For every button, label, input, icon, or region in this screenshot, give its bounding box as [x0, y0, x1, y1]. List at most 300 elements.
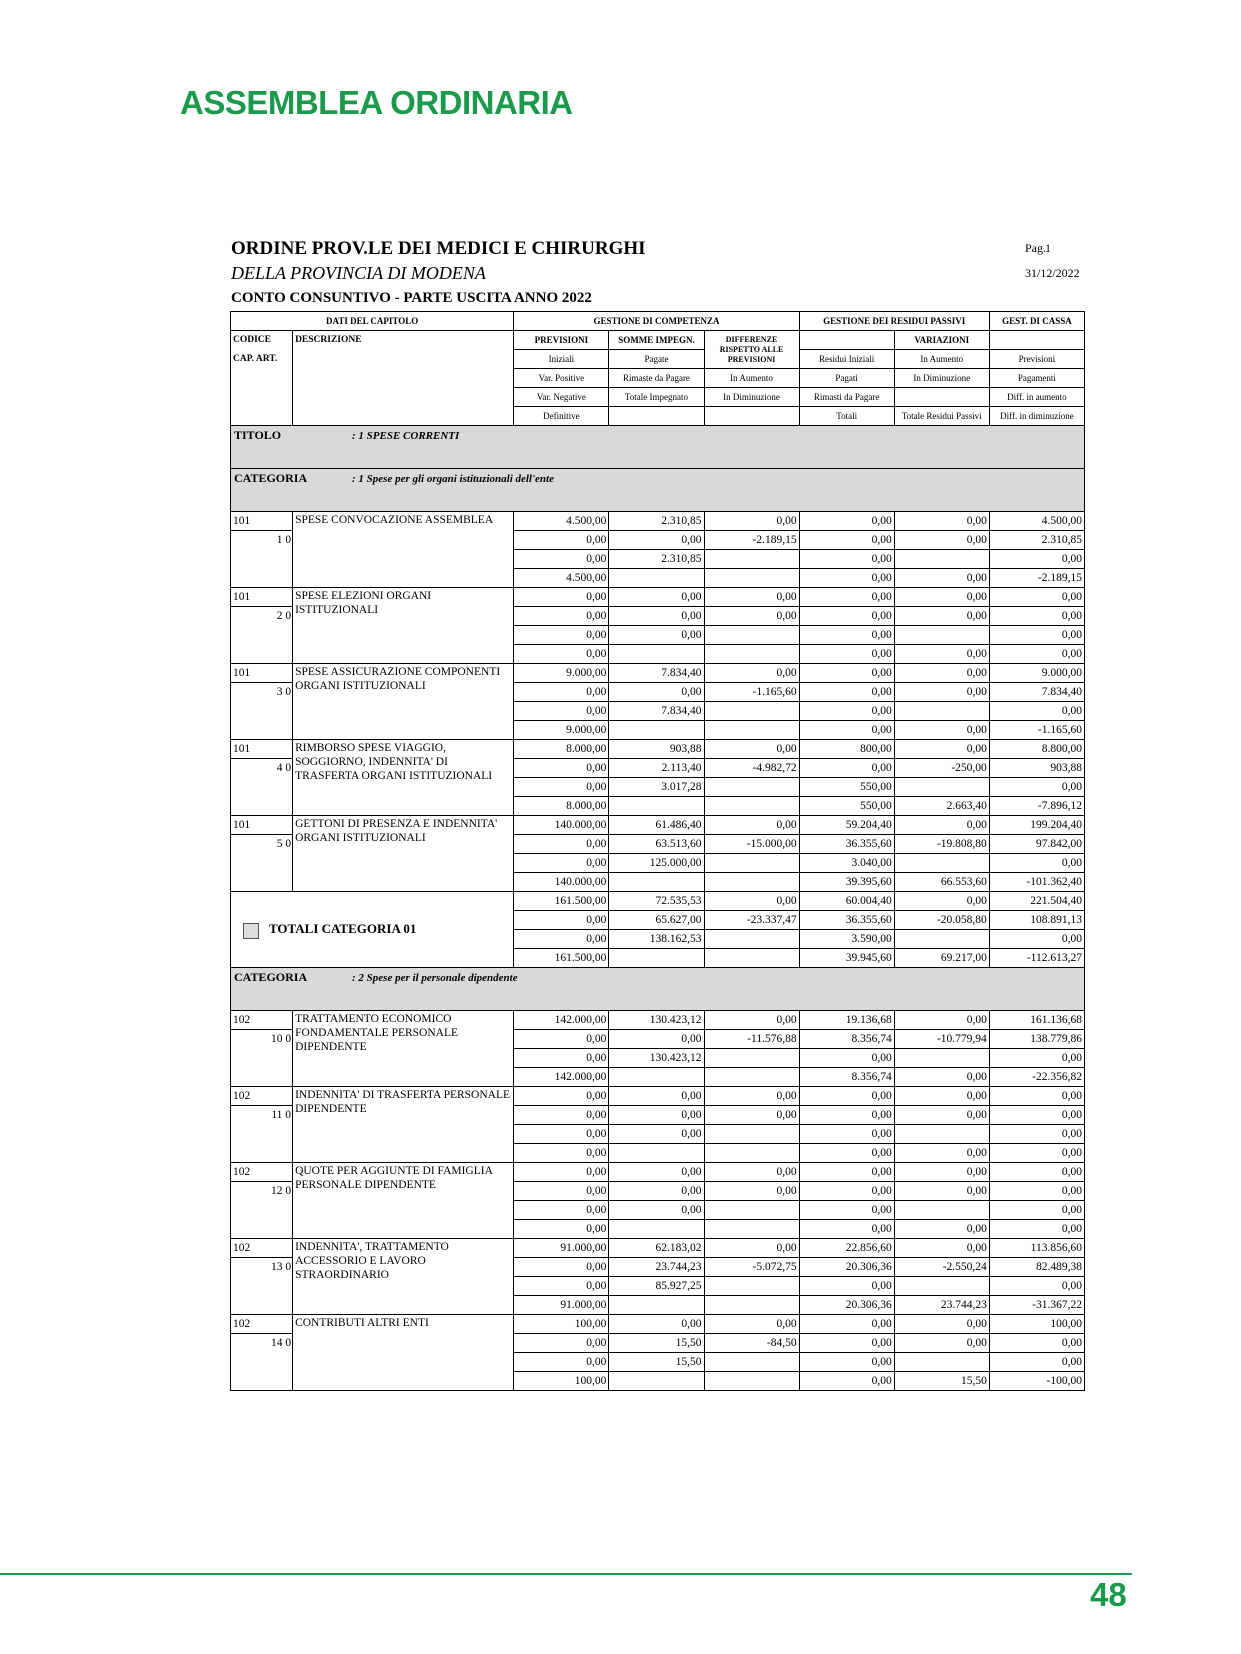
value-cell: -19.808,80 — [894, 835, 989, 854]
value-cell: 9.000,00 — [989, 664, 1084, 683]
value-cell — [609, 1296, 704, 1315]
value-cell: 0,00 — [609, 1030, 704, 1049]
chapter-code: 102 — [233, 1318, 251, 1330]
value-cell — [609, 721, 704, 740]
categoria-1-text: : 1 Spese per gli organi istituzionali dell'ente — [352, 473, 554, 485]
titolo-label: TITOLO — [234, 428, 282, 442]
chapter-article: 11 0 — [231, 1105, 292, 1124]
value-cell: 0,00 — [894, 1163, 989, 1182]
value-cell — [609, 569, 704, 588]
head-totali: Totali — [799, 407, 894, 426]
value-cell: 0,00 — [799, 1353, 894, 1372]
value-cell: -4.982,72 — [704, 759, 799, 778]
value-cell — [704, 797, 799, 816]
budget-table — [230, 311, 1085, 1391]
chapter-article: 5 0 — [231, 834, 292, 853]
value-cell: 0,00 — [894, 1011, 989, 1030]
value-cell: 8.356,74 — [799, 1068, 894, 1087]
totali-value-cell — [609, 949, 704, 968]
value-cell: 0,00 — [989, 607, 1084, 626]
value-cell: 0,00 — [799, 531, 894, 550]
chapter-code-cell — [231, 512, 293, 588]
value-cell: 4.500,00 — [514, 569, 609, 588]
totali-value-cell: 60.004,40 — [799, 892, 894, 911]
value-cell: 0,00 — [704, 1011, 799, 1030]
value-cell: 0,00 — [989, 1353, 1084, 1372]
value-cell: 8.800,00 — [989, 740, 1084, 759]
totali-value-cell: 72.535,53 — [609, 892, 704, 911]
value-cell — [894, 1277, 989, 1296]
head-definitive: Definitive — [514, 407, 609, 426]
value-cell: -31.367,22 — [989, 1296, 1084, 1315]
head-totale-residui: Totale Residui Passivi — [894, 407, 989, 426]
value-cell: 0,00 — [799, 1334, 894, 1353]
chapter-description: INDENNITA' DI TRASFERTA PERSONALE DIPENDENTE — [293, 1087, 514, 1163]
page-number: 48 — [1090, 1576, 1127, 1613]
totali-label-cell — [231, 892, 514, 968]
value-cell: 20.306,36 — [799, 1296, 894, 1315]
value-cell: 0,00 — [609, 1201, 704, 1220]
totali-value-cell: 65.627,00 — [609, 911, 704, 930]
value-cell: 0,00 — [609, 1106, 704, 1125]
head-var-negative: Var. Negative — [514, 388, 609, 407]
totali-value-cell: 138.162,53 — [609, 930, 704, 949]
value-cell: 0,00 — [514, 683, 609, 702]
head-pagamenti: Pagamenti — [989, 369, 1084, 388]
value-cell: 0,00 — [514, 550, 609, 569]
value-cell: 130.423,12 — [609, 1011, 704, 1030]
table-body — [231, 312, 1085, 1391]
value-cell — [609, 1220, 704, 1239]
head-gestione-cassa: GEST. DI CASSA — [989, 312, 1084, 331]
value-cell: 62.183,02 — [609, 1239, 704, 1258]
categoria-1-band — [231, 469, 1085, 512]
value-cell: 0,00 — [894, 1220, 989, 1239]
totali-value-cell: 0,00 — [704, 892, 799, 911]
value-cell: 0,00 — [609, 531, 704, 550]
value-cell: 0,00 — [799, 588, 894, 607]
value-cell: 0,00 — [609, 607, 704, 626]
table-row — [231, 740, 1085, 759]
value-cell — [704, 1201, 799, 1220]
value-cell: -2.550,24 — [894, 1258, 989, 1277]
value-cell: -15.000,00 — [704, 835, 799, 854]
value-cell — [704, 1049, 799, 1068]
value-cell: 0,00 — [514, 1220, 609, 1239]
totali-value-cell: 69.217,00 — [894, 949, 989, 968]
table-row — [231, 1239, 1085, 1258]
value-cell: 0,00 — [514, 1163, 609, 1182]
value-cell: 0,00 — [799, 512, 894, 531]
value-cell: 0,00 — [514, 778, 609, 797]
value-cell: -250,00 — [894, 759, 989, 778]
value-cell: 0,00 — [704, 1182, 799, 1201]
value-cell: 0,00 — [514, 1030, 609, 1049]
value-cell: 0,00 — [514, 626, 609, 645]
value-cell: 2.310,85 — [609, 550, 704, 569]
value-cell: 100,00 — [989, 1315, 1084, 1334]
value-cell: 140.000,00 — [514, 873, 609, 892]
chapter-description: GETTONI DI PRESENZA E INDENNITA' ORGANI ISTITUZIONALI — [293, 816, 514, 892]
value-cell — [704, 1144, 799, 1163]
value-cell: 550,00 — [799, 797, 894, 816]
value-cell: 8.356,74 — [799, 1030, 894, 1049]
head-pagate: Pagate — [609, 350, 704, 369]
totali-value-cell: 0,00 — [514, 930, 609, 949]
value-cell — [894, 1125, 989, 1144]
value-cell: 0,00 — [609, 1087, 704, 1106]
value-cell: 85.927,25 — [609, 1277, 704, 1296]
chapter-article: 4 0 — [231, 758, 292, 777]
chapter-code: 101 — [233, 591, 251, 603]
value-cell: 0,00 — [514, 854, 609, 873]
value-cell: 0,00 — [704, 588, 799, 607]
value-cell: 0,00 — [514, 607, 609, 626]
chapter-code: 101 — [233, 667, 251, 679]
value-cell: 0,00 — [894, 645, 989, 664]
value-cell: 0,00 — [609, 683, 704, 702]
value-cell: 161.136,68 — [989, 1011, 1084, 1030]
value-cell: 0,00 — [704, 1239, 799, 1258]
value-cell: 7.834,40 — [989, 683, 1084, 702]
value-cell: 125.000,00 — [609, 854, 704, 873]
value-cell: 39.395,60 — [799, 873, 894, 892]
value-cell: 0,00 — [514, 1334, 609, 1353]
value-cell: 0,00 — [894, 569, 989, 588]
head-in-diminuzione-var: In Diminuzione — [894, 369, 989, 388]
value-cell: 0,00 — [799, 1144, 894, 1163]
value-cell: 7.834,40 — [609, 664, 704, 683]
value-cell: 0,00 — [894, 1334, 989, 1353]
report-title: CONTO CONSUNTIVO - PARTE USCITA ANNO 2022 — [231, 290, 592, 306]
value-cell: 0,00 — [989, 1201, 1084, 1220]
value-cell — [704, 1068, 799, 1087]
head-in-aumento-var: In Aumento — [894, 350, 989, 369]
value-cell: 0,00 — [704, 1315, 799, 1334]
value-cell — [894, 550, 989, 569]
chapter-code: 101 — [233, 819, 251, 831]
value-cell — [704, 569, 799, 588]
value-cell: 97.842,00 — [989, 835, 1084, 854]
chapter-code-cell — [231, 740, 293, 816]
value-cell: 9.000,00 — [514, 721, 609, 740]
titolo-text: : 1 SPESE CORRENTI — [352, 430, 460, 442]
totali-value-cell: 161.500,00 — [514, 892, 609, 911]
chapter-code-cell — [231, 1163, 293, 1239]
value-cell: 0,00 — [514, 1182, 609, 1201]
value-cell — [704, 702, 799, 721]
value-cell: -5.072,75 — [704, 1258, 799, 1277]
value-cell: 0,00 — [989, 1087, 1084, 1106]
value-cell: 0,00 — [894, 607, 989, 626]
value-cell: 36.355,60 — [799, 835, 894, 854]
value-cell: 0,00 — [989, 1144, 1084, 1163]
value-cell — [704, 721, 799, 740]
value-cell: 0,00 — [989, 778, 1084, 797]
value-cell: 15,50 — [894, 1372, 989, 1391]
chapter-code: 102 — [233, 1014, 251, 1026]
head-diff-aumento: Diff. in aumento — [989, 388, 1084, 407]
value-cell: 0,00 — [609, 1163, 704, 1182]
head-residui-iniziali: Residui Iniziali — [799, 350, 894, 369]
value-cell: 63.513,60 — [609, 835, 704, 854]
value-cell — [609, 645, 704, 664]
value-cell: 142.000,00 — [514, 1068, 609, 1087]
value-cell: 0,00 — [894, 1182, 989, 1201]
value-cell: 91.000,00 — [514, 1296, 609, 1315]
chapter-article: 14 0 — [231, 1333, 292, 1352]
value-cell: 100,00 — [514, 1372, 609, 1391]
value-cell: 0,00 — [989, 588, 1084, 607]
value-cell: 0,00 — [609, 1125, 704, 1144]
org-subtitle: DELLA PROVINCIA DI MODENA — [231, 263, 486, 283]
value-cell: 0,00 — [799, 759, 894, 778]
value-cell: 3.040,00 — [799, 854, 894, 873]
page-label: Pag. — [1025, 241, 1046, 255]
chapter-article: 3 0 — [231, 682, 292, 701]
value-cell — [704, 778, 799, 797]
value-cell: -11.576,88 — [704, 1030, 799, 1049]
value-cell: 0,00 — [799, 607, 894, 626]
chapter-code: 101 — [233, 743, 251, 755]
value-cell: 0,00 — [894, 683, 989, 702]
value-cell: 0,00 — [799, 1201, 894, 1220]
table-row — [231, 664, 1085, 683]
value-cell: 0,00 — [514, 1144, 609, 1163]
head-pagati: Pagati — [799, 369, 894, 388]
value-cell — [704, 626, 799, 645]
categoria-2-text: : 2 Spese per il personale dipendente — [352, 972, 518, 984]
table-row — [231, 816, 1085, 835]
chapter-code-cell — [231, 1011, 293, 1087]
value-cell: 0,00 — [609, 1315, 704, 1334]
value-cell: -7.896,12 — [989, 797, 1084, 816]
value-cell: 61.486,40 — [609, 816, 704, 835]
value-cell — [704, 645, 799, 664]
value-cell: 4.500,00 — [989, 512, 1084, 531]
value-cell: 0,00 — [989, 645, 1084, 664]
value-cell: 0,00 — [799, 1125, 894, 1144]
value-cell: -1.165,60 — [989, 721, 1084, 740]
value-cell: 0,00 — [514, 588, 609, 607]
value-cell: 91.000,00 — [514, 1239, 609, 1258]
value-cell: 2.663,40 — [894, 797, 989, 816]
value-cell — [609, 1068, 704, 1087]
chapter-article: 12 0 — [231, 1181, 292, 1200]
value-cell — [894, 1049, 989, 1068]
value-cell: 0,00 — [704, 740, 799, 759]
titolo-band — [231, 426, 1085, 469]
categoria-1-label: CATEGORIA — [234, 471, 308, 485]
value-cell: 22.856,60 — [799, 1239, 894, 1258]
value-cell: 0,00 — [514, 531, 609, 550]
value-cell: 100,00 — [514, 1315, 609, 1334]
value-cell: 0,00 — [704, 1087, 799, 1106]
value-cell — [704, 1125, 799, 1144]
head-previsioni: PREVISIONI — [514, 331, 609, 350]
value-cell: 0,00 — [609, 1182, 704, 1201]
value-cell: 142.000,00 — [514, 1011, 609, 1030]
value-cell: 0,00 — [704, 512, 799, 531]
value-cell: 0,00 — [894, 531, 989, 550]
value-cell: 15,50 — [609, 1353, 704, 1372]
value-cell: 0,00 — [989, 1106, 1084, 1125]
head-empty-cassa — [989, 331, 1084, 350]
categoria-2-band — [231, 968, 1085, 1011]
value-cell: 0,00 — [609, 588, 704, 607]
value-cell: 0,00 — [704, 816, 799, 835]
value-cell: 0,00 — [894, 588, 989, 607]
value-cell: 113.856,60 — [989, 1239, 1084, 1258]
report-date: 31/12/2022 — [1025, 266, 1080, 280]
value-cell: 0,00 — [894, 740, 989, 759]
value-cell: 0,00 — [799, 1049, 894, 1068]
value-cell: -22.356,82 — [989, 1068, 1084, 1087]
value-cell: 2.113,40 — [609, 759, 704, 778]
value-cell: 0,00 — [514, 759, 609, 778]
value-cell: 2.310,85 — [989, 531, 1084, 550]
totali-value-cell: 3.590,00 — [799, 930, 894, 949]
value-cell: 0,00 — [514, 645, 609, 664]
chapter-article: 13 0 — [231, 1257, 292, 1276]
head-var-positive: Var. Positive — [514, 369, 609, 388]
chapter-description: SPESE CONVOCAZIONE ASSEMBLEA — [293, 512, 514, 588]
head-empty-res — [799, 331, 894, 350]
totali-value-cell — [704, 930, 799, 949]
value-cell: 0,00 — [704, 1163, 799, 1182]
head-differenze: DIFFERENZE RISPETTO ALLE PREVISIONI — [704, 331, 799, 369]
value-cell: 0,00 — [894, 721, 989, 740]
value-cell: 0,00 — [799, 1182, 894, 1201]
value-cell: 0,00 — [894, 1315, 989, 1334]
head-somme: SOMME IMPEGN. — [609, 331, 704, 350]
section-title: ASSEMBLEA ORDINARIA — [180, 84, 573, 121]
totali-value-cell: 0,00 — [989, 930, 1084, 949]
categoria-1-row — [231, 469, 1085, 512]
value-cell: 0,00 — [799, 626, 894, 645]
value-cell: 0,00 — [514, 1201, 609, 1220]
value-cell: 138.779,86 — [989, 1030, 1084, 1049]
value-cell: 0,00 — [799, 1220, 894, 1239]
value-cell: -2.189,15 — [989, 569, 1084, 588]
value-cell: 0,00 — [799, 683, 894, 702]
checkbox-icon — [243, 923, 259, 939]
head-iniziali: Iniziali — [514, 350, 609, 369]
totali-value-cell: -23.337,47 — [704, 911, 799, 930]
value-cell: 0,00 — [514, 1353, 609, 1372]
titolo-row — [231, 426, 1085, 469]
value-cell — [894, 626, 989, 645]
value-cell: 0,00 — [989, 1125, 1084, 1144]
totali-value-cell: -112.613,27 — [989, 949, 1084, 968]
value-cell: -100,00 — [989, 1372, 1084, 1391]
table-row — [231, 1011, 1085, 1030]
value-cell: 0,00 — [799, 1277, 894, 1296]
value-cell: 0,00 — [799, 1315, 894, 1334]
value-cell: -10.779,94 — [894, 1030, 989, 1049]
value-cell: 0,00 — [894, 1068, 989, 1087]
value-cell — [704, 1353, 799, 1372]
value-cell: 0,00 — [894, 1087, 989, 1106]
value-cell — [704, 854, 799, 873]
totali-value-cell: 161.500,00 — [514, 949, 609, 968]
head-cap-art-label: CAP. ART. — [233, 354, 278, 364]
totali-value-cell: -20.058,80 — [894, 911, 989, 930]
value-cell — [609, 1144, 704, 1163]
value-cell: 23.744,23 — [609, 1258, 704, 1277]
value-cell: 66.553,60 — [894, 873, 989, 892]
head-codice-label: CODICE — [233, 335, 272, 345]
totali-value-cell: 221.504,40 — [989, 892, 1084, 911]
value-cell: 0,00 — [894, 664, 989, 683]
value-cell: 0,00 — [514, 1106, 609, 1125]
value-cell — [704, 873, 799, 892]
value-cell: 0,00 — [989, 626, 1084, 645]
chapter-code: 101 — [233, 515, 251, 527]
head-codice — [231, 331, 293, 426]
categoria-2-label: CATEGORIA — [234, 970, 308, 984]
table-row — [231, 1163, 1085, 1182]
value-cell: 0,00 — [989, 1220, 1084, 1239]
totali-row — [231, 892, 1085, 911]
value-cell — [609, 873, 704, 892]
head-empty-r3 — [894, 388, 989, 407]
value-cell: 15,50 — [609, 1334, 704, 1353]
chapter-code: 102 — [233, 1166, 251, 1178]
value-cell: 8.000,00 — [514, 797, 609, 816]
page-label-number: 1 — [1045, 241, 1051, 255]
value-cell: 0,00 — [799, 702, 894, 721]
value-cell: 0,00 — [704, 1106, 799, 1125]
chapter-code-cell — [231, 664, 293, 740]
head-empty-r4b — [704, 407, 799, 426]
chapter-code: 102 — [233, 1090, 251, 1102]
value-cell — [704, 1372, 799, 1391]
value-cell: 0,00 — [799, 645, 894, 664]
value-cell: 0,00 — [989, 854, 1084, 873]
value-cell: 0,00 — [894, 1106, 989, 1125]
chapter-description: SPESE ELEZIONI ORGANI ISTITUZIONALI — [293, 588, 514, 664]
value-cell: 7.834,40 — [609, 702, 704, 721]
totali-value-cell: 36.355,60 — [799, 911, 894, 930]
chapter-description: INDENNITA', TRATTAMENTO ACCESSORIO E LAVORO STRAORDINARIO — [293, 1239, 514, 1315]
value-cell: 23.744,23 — [894, 1296, 989, 1315]
value-cell: -2.189,15 — [704, 531, 799, 550]
value-cell: 2.310,85 — [609, 512, 704, 531]
chapter-code: 102 — [233, 1242, 251, 1254]
head-in-aumento: In Aumento — [704, 369, 799, 388]
value-cell: 0,00 — [799, 664, 894, 683]
chapter-article: 1 0 — [231, 530, 292, 549]
value-cell: 0,00 — [704, 607, 799, 626]
chapter-code-cell — [231, 1315, 293, 1391]
table-row — [231, 588, 1085, 607]
value-cell: 0,00 — [989, 1049, 1084, 1068]
value-cell: 140.000,00 — [514, 816, 609, 835]
chapter-code-cell — [231, 1239, 293, 1315]
value-cell — [609, 797, 704, 816]
value-cell: 0,00 — [799, 569, 894, 588]
value-cell: 0,00 — [514, 1087, 609, 1106]
value-cell: 0,00 — [894, 1239, 989, 1258]
head-empty-r4a — [609, 407, 704, 426]
value-cell — [894, 854, 989, 873]
value-cell — [894, 778, 989, 797]
table-row — [231, 512, 1085, 531]
value-cell: 0,00 — [514, 1125, 609, 1144]
value-cell: 0,00 — [989, 702, 1084, 721]
chapter-description: TRATTAMENTO ECONOMICO FONDAMENTALE PERSONALE DIPENDENTE — [293, 1011, 514, 1087]
